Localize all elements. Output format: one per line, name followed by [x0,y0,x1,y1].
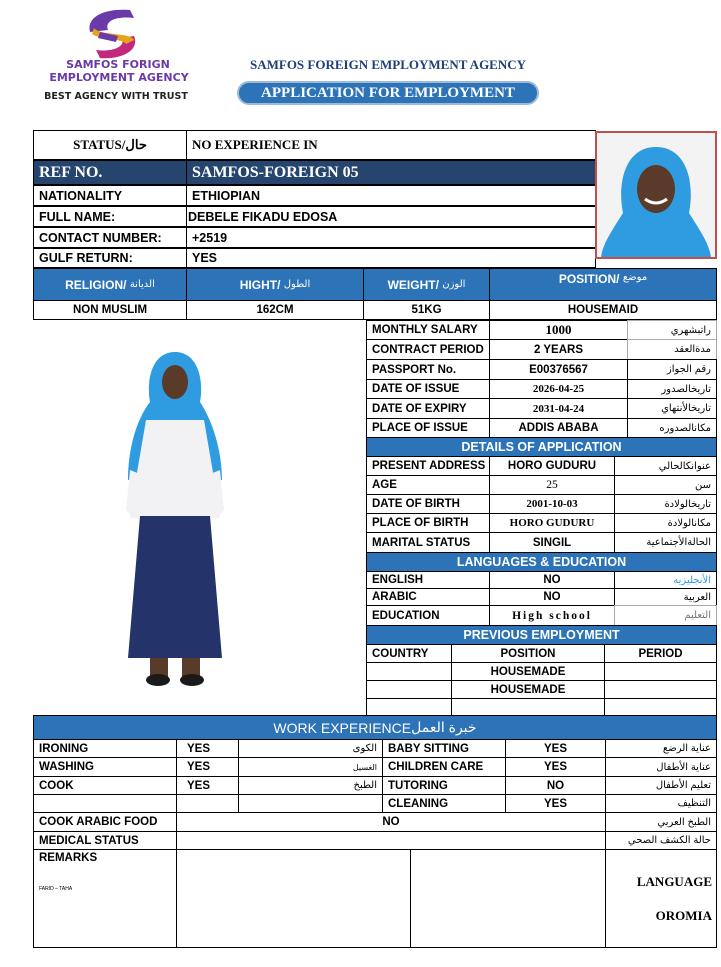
tutoring-label: TUTORING [382,776,506,795]
medical-status-arabic: حالة الكشف الصحي [605,831,717,850]
language-label: LANGUAGE [636,873,712,889]
issue-place-arabic: مكانالصدوره [627,418,717,438]
age-value: 25 [489,475,615,495]
education-arabic: التعليم [614,605,717,626]
gulf-return-value: YES [186,248,596,268]
ref-label: REF NO. [33,160,187,185]
weight-arabic: الوزن [442,279,466,290]
weight-label: WEIGHT/ [387,277,439,292]
education-label: EDUCATION [366,605,490,626]
languages-header: LANGUAGES & EDUCATION [366,552,717,572]
arabic-food-label: COOK ARABIC FOOD [33,812,177,832]
previous-row-1-country [366,662,452,681]
cleaning-label: CLEANING [382,794,506,813]
fullname-label: FULL NAME: [33,206,187,227]
work-experience-header [33,715,717,740]
arabic-value: NO [489,588,615,606]
salary-label: MONTHLY SALARY [366,320,490,340]
fullname-value: DEBELE FIKADU EDOSA [186,206,596,227]
washing-value: YES [176,757,239,777]
language-value: OROMIA [655,907,712,923]
english-label: ENGLISH [366,571,490,589]
passport-label: PASSPORT No. [366,359,490,380]
previous-row-3-position [451,698,605,716]
height-header [186,268,364,301]
work-experience-title: WORK EXPERIENCE [273,719,412,736]
children-care-label: CHILDREN CARE [382,757,506,777]
previous-period-header: PERIOD [604,644,717,663]
applicant-full-body-photo [100,340,250,690]
expiry-date-label: DATE OF EXPIRY [366,398,490,419]
marital-status-label: MARITAL STATUS [366,532,490,553]
position-value: HOUSEMAID [489,300,717,320]
arabic-arabic: العربية [614,588,717,606]
contract-period-arabic: مدةالعقد [627,339,717,360]
cook-arabic: الطبخ [238,776,383,795]
previous-position-header: POSITION [451,644,605,663]
previous-row-2-country [366,680,452,699]
cleaning-arabic: التنظيف [605,794,717,813]
work-left-empty-arabic [238,794,383,813]
english-arabic: الأنجليزيه [614,571,717,589]
cook-label: COOK [33,776,177,795]
previous-employment-header: PREVIOUS EMPLOYMENT [366,625,717,645]
previous-row-2-position: HOUSEMADE [451,680,605,699]
age-label: AGE [366,475,490,495]
weight-header [363,268,490,301]
details-header: DETAILS OF APPLICATION [366,437,717,457]
weight-value: 51KG [363,300,490,320]
birth-place-arabic: مكانالولادة [614,513,717,533]
nationality-label: NATIONALITY [33,185,187,206]
education-value: High school [489,605,615,626]
religion-label: RELIGION/ [65,277,127,292]
work-left-empty-value [176,794,239,813]
marital-status-value: SINGIL [489,532,615,553]
birth-place-label: PLACE OF BIRTH [366,513,490,533]
previous-row-1-period [604,662,717,681]
remarks-box [33,849,177,948]
expiry-date-arabic: تاريخالأنتهاي [627,398,717,419]
passport-arabic: رقم الجواز [627,359,717,380]
address-value: HORO GUDURU [489,456,615,476]
height-label: HIGHT/ [239,277,281,292]
agency-name: SAMFOS FOREIGN EMPLOYMENT AGENCY [249,57,527,72]
logo-line-1: SAMFOS FORIGN [66,58,170,71]
status-label: STATUS/حال [33,130,187,160]
birth-date-value: 2001-10-03 [489,494,615,514]
remarks-middle-box [176,849,411,948]
ironing-label: IRONING [33,739,177,758]
salary-value: 1000 [489,320,628,340]
ironing-arabic: الكوى [238,739,383,758]
address-arabic: عنوانكالحالي [614,456,717,476]
tutoring-arabic: تعليم الأطفال [605,776,717,795]
logo-tagline: BEST AGENCY WITH TRUST [44,91,188,102]
issue-date-label: DATE OF ISSUE [366,379,490,399]
medical-status-value [176,831,606,850]
medical-status-label: MEDICAL STATUS [33,831,177,850]
children-care-value: YES [505,757,606,777]
baby-sitting-arabic: عناية الرضع [605,739,717,758]
issue-date-value: 2026-04-25 [489,379,628,399]
expiry-date-value: 2031-04-24 [489,398,628,419]
previous-row-2-period [604,680,717,699]
english-value: NO [489,571,615,589]
contact-label: CONTACT NUMBER: [33,227,187,248]
religion-arabic: الديانة [129,279,155,290]
washing-arabic: الغسيل [238,757,383,777]
applicant-face-photo [595,131,717,259]
logo-emblem-icon [30,4,202,64]
salary-arabic: راتبشهري [627,320,717,340]
contact-value: +2519 [186,227,596,248]
height-arabic: الطول [283,279,311,290]
age-arabic: سن [614,475,717,495]
marital-status-arabic: الحالةالأجتماعية [614,532,717,553]
previous-row-3-period [604,698,717,716]
birth-date-arabic: تاريخالولادة [614,494,717,514]
arabic-food-arabic: الطبخ العربي [605,812,717,832]
status-value: NO EXPERIENCE IN [186,130,596,160]
contract-period-value: 2 YEARS [489,339,628,360]
form-title-badge: APPLICATION FOR EMPLOYMENT [237,81,539,105]
washing-label: WASHING [33,757,177,777]
ref-value: SAMFOS-FOREIGN 05 [186,160,596,185]
work-experience-arabic: خبرة العمل [411,719,477,735]
remarks-label: REMARKS [39,852,98,864]
language-box [605,849,717,948]
issue-place-label: PLACE OF ISSUE [366,418,490,438]
position-header [489,268,717,301]
remarks-right-box [410,849,606,948]
baby-sitting-value: YES [505,739,606,758]
work-left-empty-label [33,794,177,813]
position-label: POSITION/ [558,272,620,286]
arabic-label: ARABIC [366,588,490,606]
passport-value: E00376567 [489,359,628,380]
children-care-arabic: عناية الأطفال [605,757,717,777]
issue-place-value: ADDIS ABABA [489,418,628,438]
religion-value: NON MUSLIM [33,300,187,320]
gulf-return-label: GULF RETURN: [33,248,187,268]
agency-logo [30,4,202,104]
religion-header [33,268,187,301]
previous-country-header: COUNTRY [366,644,452,663]
address-label: PRESENT ADDRESS [366,456,490,476]
arabic-food-value: NO [176,812,606,832]
birth-date-label: DATE OF BIRTH [366,494,490,514]
ironing-value: YES [176,739,239,758]
cleaning-value: YES [505,794,606,813]
logo-line-2: EMPLOYMENT AGENCY [49,71,189,84]
nationality-value: ETHIOPIAN [186,185,596,206]
birth-place-value: HORO GUDURU [489,513,615,533]
cook-value: YES [176,776,239,795]
tutoring-value: NO [505,776,606,795]
previous-row-1-position: HOUSEMADE [451,662,605,681]
issue-date-arabic: تاريخالصدور [627,379,717,399]
position-arabic: موضع [622,272,648,283]
remarks-small-text: FARID – TAHA [39,886,73,892]
height-value: 162CM [186,300,364,320]
contract-period-label: CONTRACT PERIOD [366,339,490,360]
baby-sitting-label: BABY SITTING [382,739,506,758]
previous-row-3-country [366,698,452,716]
